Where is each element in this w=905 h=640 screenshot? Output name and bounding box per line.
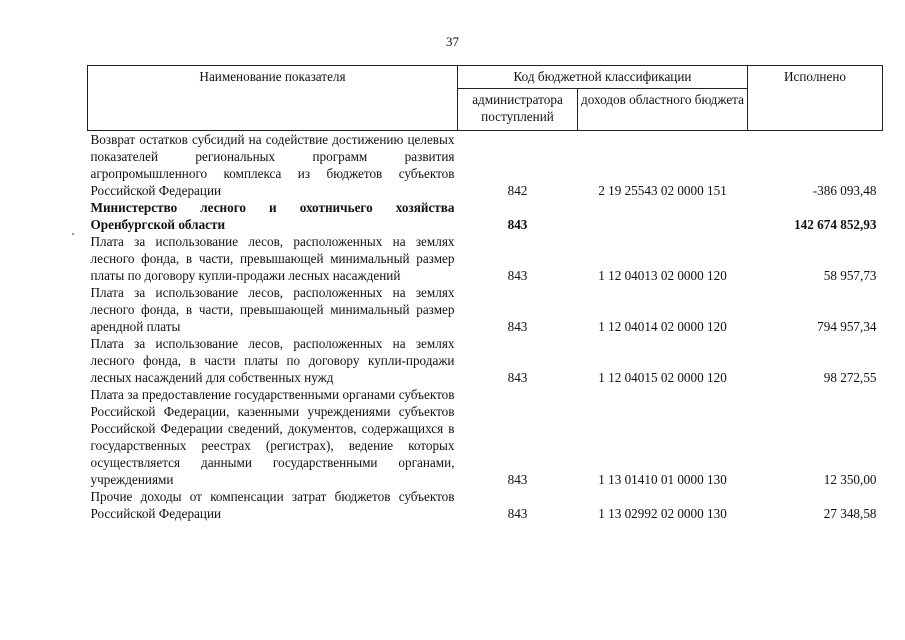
row-name: Плата за использование лесов, расположенных на землях лесного фонда, в части, превышающей минимальный размер арендной платы bbox=[90, 285, 455, 334]
table-row bbox=[88, 335, 883, 386]
row-code: 1 13 02992 02 0000 130 bbox=[598, 506, 727, 521]
row-administrator: 843 bbox=[507, 370, 528, 385]
row-amount: -386 093,48 bbox=[812, 183, 877, 198]
row-amount: 58 957,73 bbox=[823, 268, 877, 283]
row-amount: 27 348,58 bbox=[823, 506, 877, 521]
budget-table bbox=[87, 65, 883, 522]
row-name: Плата за предоставление государственными органами субъектов Российской Федерации, казенными учреждениями субъектов Российской Федерации сведений, документов, содержащихся в государственных реестрах (регистрах), ведение которых осуществляется данными государственными органами, учреждениями bbox=[90, 387, 455, 487]
row-code bbox=[578, 199, 748, 233]
row-name: Возврат остатков субсидий на содействие достижению целевых показателей региональных программ развития агропромышленного комплекса из бюджетов субъектов Российской Федерации bbox=[90, 132, 455, 198]
header-name: Наименование показателя bbox=[88, 66, 458, 131]
row-amount: 98 272,55 bbox=[823, 370, 877, 385]
row-amount: 12 350,00 bbox=[823, 472, 877, 487]
table-row bbox=[88, 488, 883, 522]
row-code: 1 13 01410 01 0000 130 bbox=[598, 472, 727, 487]
row-amount: 142 674 852,93 bbox=[794, 217, 877, 232]
row-name: Прочие доходы от компенсации затрат бюджетов субъектов Российской Федерации bbox=[90, 489, 455, 521]
row-administrator: 843 bbox=[507, 319, 528, 334]
row-code: 1 12 04014 02 0000 120 bbox=[598, 319, 727, 334]
table-row bbox=[88, 284, 883, 335]
page-number: 37 bbox=[446, 34, 459, 49]
header-code-group: Код бюджетной классификации bbox=[458, 66, 748, 89]
header-executed: Исполнено bbox=[748, 66, 883, 131]
table-row bbox=[88, 386, 883, 488]
table-row bbox=[88, 131, 883, 200]
row-amount: 794 957,34 bbox=[817, 319, 877, 334]
table-row bbox=[88, 233, 883, 284]
row-administrator: 843 bbox=[507, 506, 528, 521]
row-administrator: 842 bbox=[507, 183, 528, 198]
row-name: Плата за использование лесов, расположенных на землях лесного фонда, в части, превышающей минимальный размер платы по договору купли-продажи лесных насаждений bbox=[90, 234, 455, 283]
row-code: 1 12 04013 02 0000 120 bbox=[598, 268, 727, 283]
row-code: 2 19 25543 02 0000 151 bbox=[598, 183, 727, 198]
scan-speck bbox=[72, 233, 74, 235]
row-administrator: 843 bbox=[507, 472, 528, 487]
header-income: доходов областного бюджета bbox=[578, 89, 748, 131]
row-name: Плата за использование лесов, расположенных на землях лесного фонда, в части платы по договору купли-продажи лесных насаждений для собственных нужд bbox=[90, 336, 455, 385]
row-administrator: 843 bbox=[507, 217, 528, 232]
row-administrator: 843 bbox=[507, 268, 528, 283]
table-body bbox=[88, 131, 883, 523]
header-administrator: администратора поступлений bbox=[458, 89, 578, 131]
row-name: Министерство лесного и охотничьего хозяйства Оренбургской области bbox=[90, 200, 455, 232]
table-row bbox=[88, 199, 883, 233]
row-code: 1 12 04015 02 0000 120 bbox=[598, 370, 727, 385]
